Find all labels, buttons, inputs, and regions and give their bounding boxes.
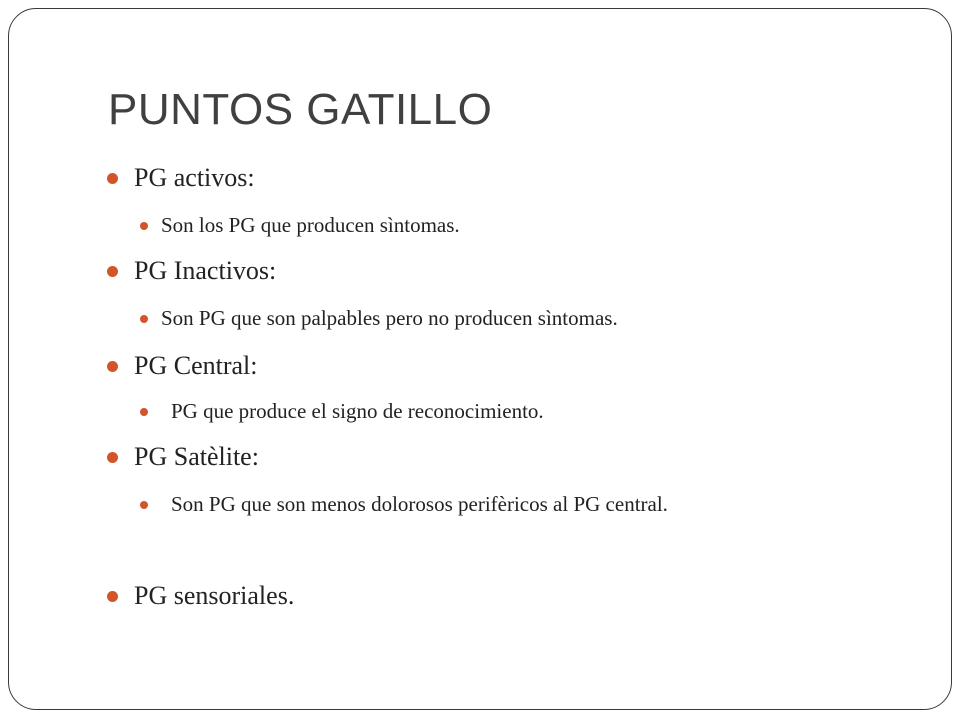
bullet-text: Son PG que son menos dolorosos perifèricos al PG central. [171, 492, 668, 516]
bullet-text: Son PG que son palpables pero no producen sìntomas. [161, 306, 618, 330]
slide-title: PUNTOS GATILLO [108, 85, 493, 134]
bullet-text: PG sensoriales. [134, 581, 295, 610]
bullet-text: PG Inactivos: [134, 256, 277, 285]
bullet-dot-icon [140, 501, 148, 509]
bullet-dot-icon [140, 315, 148, 323]
bullet-dot-icon [140, 222, 148, 230]
bullet-dot-icon [107, 173, 118, 184]
bullet-dot-icon [107, 361, 118, 372]
bullet-text: Son los PG que producen sìntomas. [161, 213, 460, 237]
bullet-text: PG Central: [134, 351, 258, 380]
bullet-dot-icon [107, 591, 118, 602]
bullet-text: PG Satèlite: [134, 442, 259, 471]
bullet-dot-icon [107, 452, 118, 463]
bullet-text: PG activos: [134, 163, 255, 192]
bullet-dot-icon [140, 408, 148, 416]
bullet-dot-icon [107, 266, 118, 277]
bullet-text: PG que produce el signo de reconocimiento. [171, 399, 544, 423]
